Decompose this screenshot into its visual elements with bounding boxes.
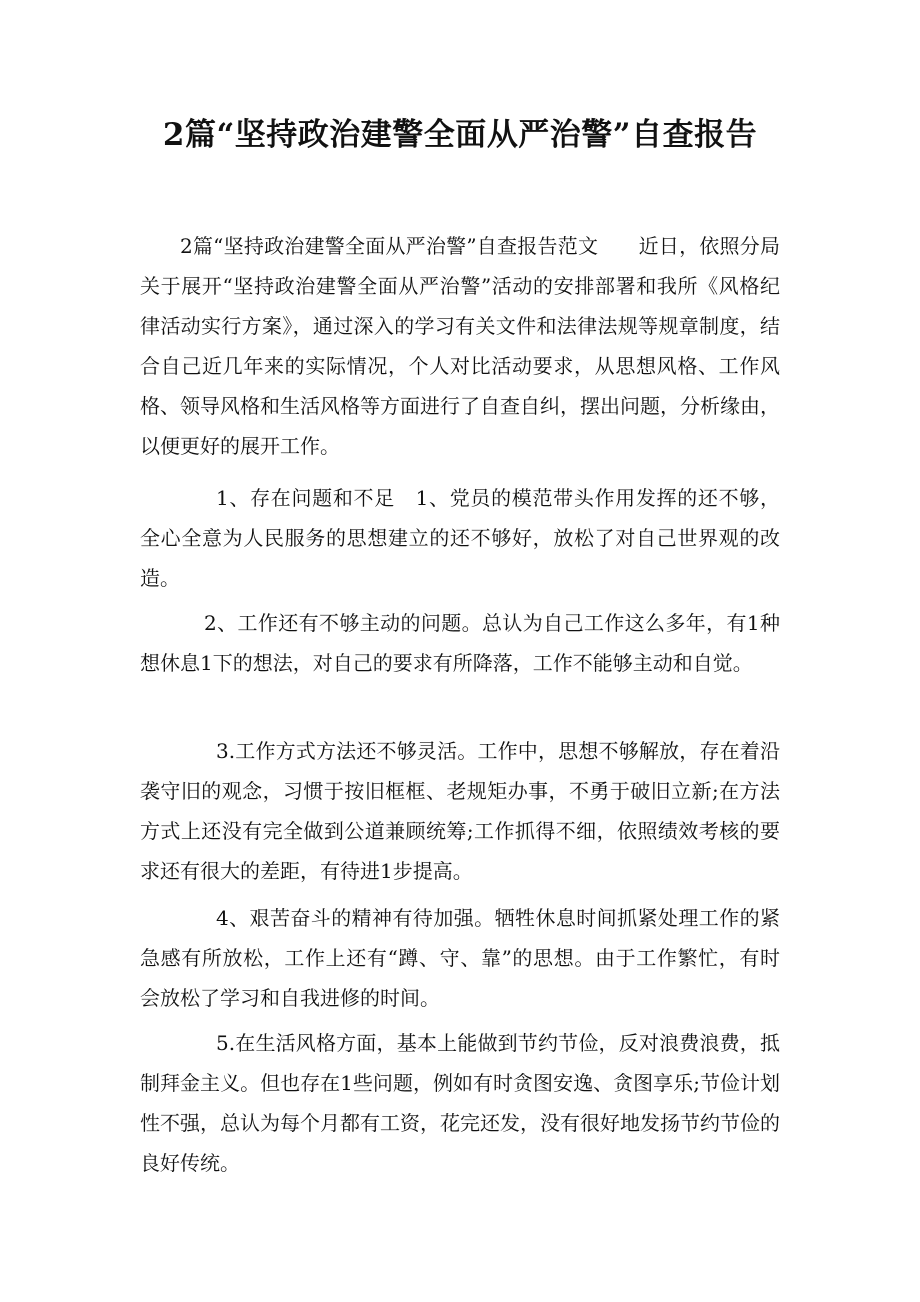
paragraph-problem-2: 2、工作还有不够主动的问题。总认为自己工作这么多年，有1种想休息1下的想法，对自己的要求有所降落，工作不能够主动和自觉。 — [140, 611, 780, 675]
document-title: 2篇“坚持政治建警全面从严治警”自查报告 — [162, 117, 758, 153]
paragraph-intro: 2篇“坚持政治建警全面从严治警”自查报告范文 近日，依照分局关于展开“坚持政治建警全面从严治警”活动的安排部署和我所《风格纪律活动实行方案》，通过深入的学习有关文件和法律法规等规章制度，结合自己近几年来的实际情况，个人对比活动要求，从思想风格、工作风格、领导风格和生活风格等方面进行了自查自纠，摆出问题，分析缘由，以便更好的展开工作。 — [140, 234, 780, 458]
paragraph-problem-1: 1、存在问题和不足 1、党员的模范带头作用发挥的还不够，全心全意为人民服务的思想建立的还不够好，放松了对自己世界观的改造。 — [140, 486, 780, 590]
paragraph-problem-4: 4、艰苦奋斗的精神有待加强。牺牲休息时间抓紧处理工作的紧急感有所放松，工作上还有“蹲、守、靠”的思想。由于工作繁忙，有时会放松了学习和自我进修的时间。 — [140, 906, 780, 1010]
paragraph-problem-5: 5.在生活风格方面，基本上能做到节约节俭，反对浪费浪费，抵制拜金主义。但也存在1些问题，例如有时贪图安逸、贪图享乐;节俭计划性不强，总认为每个月都有工资，花完还发，没有很好地发扬节约节俭的良好传统。 — [140, 1031, 780, 1175]
paragraph-problem-3: 3.工作方式方法还不够灵活。工作中，思想不够解放，存在着沿袭守旧的观念，习惯于按旧框框、老规矩办事，不勇于破旧立新;在方法方式上还没有完全做到公道兼顾统筹;工作抓得不细，依照绩效考核的要求还有很大的差距，有待进1步提高。 — [140, 739, 780, 883]
